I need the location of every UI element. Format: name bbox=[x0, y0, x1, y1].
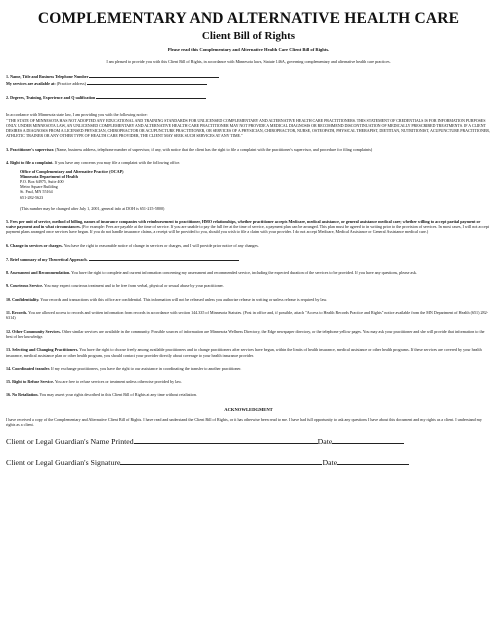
signature-row-name bbox=[6, 437, 491, 446]
section-7 bbox=[6, 256, 491, 262]
intro-paragraph: I am pleased to provide you with this Client Bill of Rights, in accordance with Minnesota laws, Statute 146A, governing complementary and alternative health care practices. bbox=[106, 59, 391, 64]
printed-name-label: Client or Legal Guardian's Name Printed bbox=[6, 437, 134, 447]
date-field-2[interactable] bbox=[337, 458, 409, 465]
qualifications-field[interactable] bbox=[96, 94, 206, 99]
section-3 bbox=[6, 147, 491, 152]
section-5-title: 5. Fees per unit of service, method of billing, names of insurance companies with reimbursement to practitioner, HMO relationships, whether practitioner accepts Medicare, medical assistance, or general assistance medical care; whether willing to accept partial payment or waive payment and in what circumstances. bbox=[6, 218, 481, 229]
section-14-title: 14. Coordinated transfer. bbox=[6, 365, 50, 371]
section-9-text: You may expect courteous treatment and to be free from verbal, physical or sexual abuse by your practitioner. bbox=[43, 283, 224, 289]
acknowledgment-heading: ACKNOWLEDGMENT bbox=[224, 406, 273, 412]
section-10 bbox=[6, 297, 491, 302]
section-2-title: 2. Degrees, Training, Experience and Q ualification bbox=[6, 95, 96, 101]
section-11-text: You are allowed access to records and written information from records in accordance with section 144.335 of Minnesota Statutes. (Post in office and, if possible, attach "Access to Health Records Practice and Rights" notice available from the MN Department of Health (651) 282-6314) bbox=[6, 310, 488, 321]
instruction-line: Please read this Complementary and Alternative Health Care Client Bill of Rights. bbox=[167, 47, 330, 52]
signature-row-sign bbox=[6, 458, 491, 467]
section-15 bbox=[6, 379, 491, 384]
section-14 bbox=[6, 366, 491, 371]
section-6 bbox=[6, 243, 491, 248]
section-12 bbox=[6, 329, 491, 340]
date-field[interactable] bbox=[332, 437, 404, 444]
section-4-title: 4. Right to file a complaint. bbox=[6, 159, 54, 165]
practice-address-field[interactable] bbox=[87, 80, 207, 85]
section-12-text: Other similar services are available in the community. Possible sources of information are Minnesota Wellness Directory, the Edge newspaper directory, or the telephone yellow pages. You may ask your practitioner and she will provide that information to the best of her knowledge. bbox=[6, 328, 485, 339]
number-change-note: (This number may be changed after July 1, 2001, general info at DOH is 651-215-5800) bbox=[20, 205, 165, 211]
section-5 bbox=[6, 219, 491, 235]
section-8 bbox=[6, 270, 491, 275]
section-15-title: 15. Right to Refuse Service. bbox=[6, 379, 54, 385]
section-9-title: 9. Courteous Service. bbox=[6, 283, 44, 289]
section-6-title: 6. Change in services or charges. bbox=[6, 242, 63, 248]
section-13-text: You have the right to choose freely among available practitioners and to change practitioners after services have begun, within the limits of health insurance, medical assistance or other health programs. If these services are covered by your health insurance, medical assistance plan or other health program, you should contact your provider directly about coverage to your health insurance provider. bbox=[6, 347, 482, 358]
section-3-text: (Name, business address, telephone number of supervisor, if any, with notice that the client has the right to file a complaint with the practitioner's supervisor, and procedure for filing complaints) bbox=[55, 146, 373, 152]
section-7-title: 7. Brief summary of my Theoretical Approach. bbox=[6, 256, 88, 262]
signature-label: Client or Legal Guardian's Signature bbox=[6, 458, 121, 468]
section-6-text: You have the right to reasonable notice of change in services or charges, and I will provide prior notice of any changes. bbox=[63, 242, 259, 248]
name-title-phone-field[interactable] bbox=[89, 73, 219, 78]
document-title: COMPLEMENTARY AND ALTERNATIVE HEALTH CARE bbox=[37, 10, 460, 27]
section-12-title: 12. Other Community Services. bbox=[6, 328, 61, 334]
section-2 bbox=[6, 94, 491, 100]
section-15-text: You are free to refuse services or treatment unless otherwise provided by law. bbox=[54, 379, 182, 385]
theoretical-approach-field[interactable] bbox=[89, 256, 239, 261]
section-14-text: If my exchange practitioners, you have the right to our assistance in coordinating the transfer to another practitioner. bbox=[51, 365, 242, 371]
section-16-text: You may assert your rights described in this Client Bill of Rights at any time without retaliation. bbox=[39, 392, 197, 398]
date-label: Date bbox=[317, 437, 333, 447]
section-16-title: 16. No Retaliation. bbox=[6, 392, 39, 398]
section-16 bbox=[6, 392, 491, 397]
state-notice-text: " THE STATE OF MINNESOTA HAS NOT ADOPTED ANY EDUCATIONAL AND TRAINING STANDARDS FOR UNLICENSED COMPLEMENTARY AND ALTERNATIVE HEALTH CARE PRACTITIONERS. THIS STATEMENT OF CREDENTIALS IS FOR INFORMATION PURPOSES ONLY. UNDER MINNESOTA LAW, AN UNLICENSED COMPLEMENTARY AND ALTERNATIVE HEALTH CARE PRACTITIONER MAY NOT PROVIDE A MEDICAL DIAGNOSIS OR RECOMMEND DISCONTINUATION OF MEDICALLY PRESCRIBED TREATMENTS. IF A CLIENT DESIRES A DIAGNOSIS FROM A LICENSED PHYSICIAN, CHIROPRACTOR OR ACUPUNCTURE PRACTITIONER, OR SERVICES OF A PHYSICIAN, CHIROPRACTOR, NURSE, OSTEOPATH, PHYSICAL THERAPIST, DIETITIAN, NUTRITIONIST, ACUPUNCTURE PRACTITIONER, ATHLETIC TRAINER OR ANY OTHER TYPE OF HEALTH CARE PROVIDER, THE CLIENT MAY SEEK SUCH SERVICES AT ANY TIME." bbox=[6, 117, 490, 139]
printed-name-field[interactable] bbox=[134, 437, 318, 444]
section-4 bbox=[6, 160, 491, 165]
address-dept: Minnesota Department of Health bbox=[20, 174, 78, 180]
section-9 bbox=[6, 283, 491, 288]
address-box: P.O. Box 64975, Suite 400 bbox=[20, 179, 64, 185]
section-11-title: 11. Records. bbox=[6, 310, 28, 316]
address-phone: 651-282-5623 bbox=[20, 194, 44, 200]
section-5-text: (For example: Fees are payable at the time of service. If you are unable to pay the full fee at the time of service, a payment plan can be arranged. This plan must be agreed to in writing prior to the provision of services. In most cases, I will not accept payment plans arranged once services have begun. If you do not handle insurance claims, a receipt will be provided to you, should you wish to file a claim with your provider. I do not accept Medicare, Medical Assistance or General Assistance medical care.) bbox=[6, 223, 490, 235]
section-8-text: You have the right to complete and current information concerning my assessment and recommended service, including the expected duration of the services to be provided. If you have any questions, please ask. bbox=[71, 270, 417, 276]
section-10-text: Your records and transactions with this office are confidential. This information will not be released unless you authorize release in writing or unless release is required by law. bbox=[40, 296, 328, 302]
ocap-address bbox=[20, 169, 491, 200]
section-13 bbox=[6, 347, 491, 358]
address-org: Office of Complementary and Alternative Practice (OCAP) bbox=[20, 169, 124, 175]
practice-address-note: (Practice address) bbox=[56, 80, 86, 86]
section-1 bbox=[6, 73, 491, 87]
signature-field[interactable] bbox=[120, 458, 322, 465]
section-8-title: 8. Assessment and Recommendation. bbox=[6, 270, 71, 276]
services-available-label: My services are available at: bbox=[6, 80, 56, 86]
section-13-title: 13. Selecting and Changing Practitioners. bbox=[6, 347, 79, 353]
section-11 bbox=[6, 310, 491, 321]
notice-block bbox=[6, 112, 491, 138]
section-1-title: 1. Name, Title and Business Telephone Number bbox=[6, 73, 89, 79]
section-3-title: 3. Practitioner's supervisor. bbox=[6, 146, 55, 152]
address-building: Metro Square Building bbox=[20, 184, 58, 190]
notice-lead: In accordance with Minnesota state law, I am providing you with the following notice: bbox=[6, 112, 148, 118]
address-city: St. Paul, MN 55164 bbox=[20, 189, 53, 195]
section-10-title: 10. Confidentiality. bbox=[6, 296, 40, 302]
acknowledgment-text: I have received a copy of the Complementary and Alternative Client Bill of Rights. I have read and understand the Client Bill of Rights, or it has otherwise been read to me. I have had full opportunity to ask any questions I have about this document and my rights as a client. I understand my rights as a client. bbox=[6, 416, 482, 427]
date-label-2: Date bbox=[322, 458, 338, 468]
section-4-text: If you have any concerns you may file a complaint with the following office. bbox=[54, 159, 181, 165]
document-subtitle: Client Bill of Rights bbox=[201, 30, 296, 42]
